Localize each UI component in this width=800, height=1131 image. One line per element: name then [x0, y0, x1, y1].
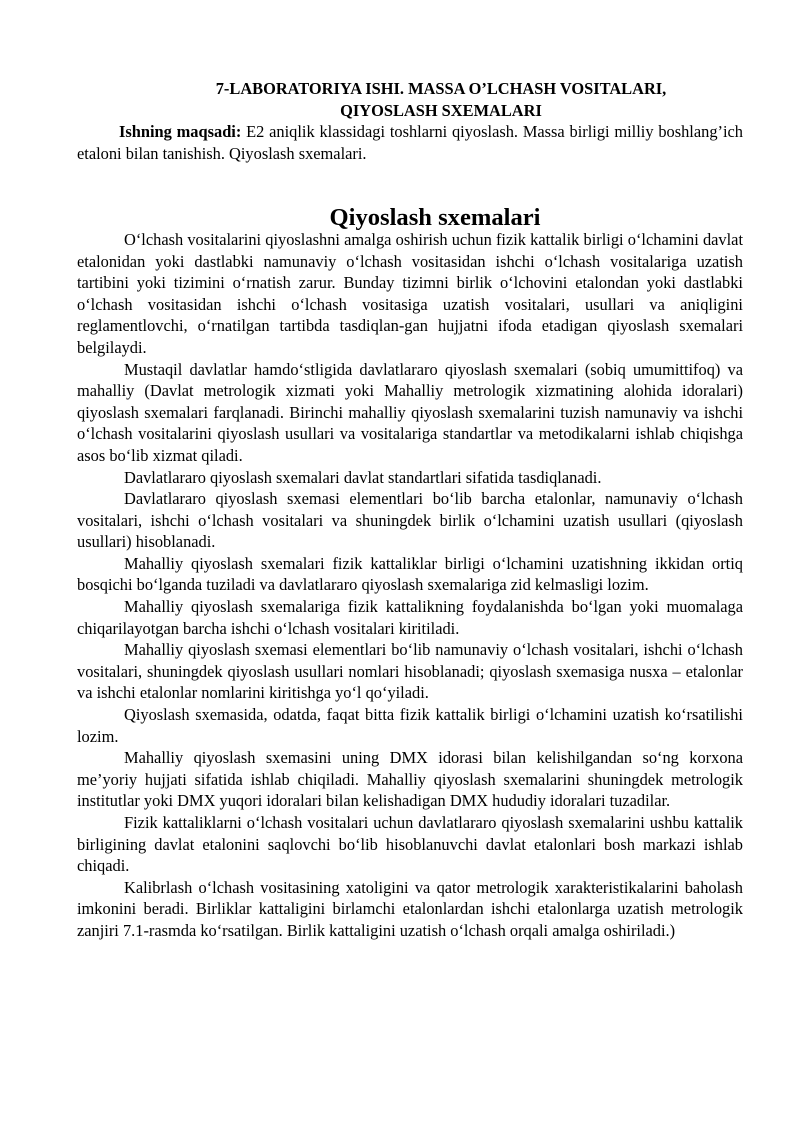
title-line-2: QIYOSLASH SXEMALARI	[340, 100, 542, 120]
body-text	[77, 229, 743, 942]
document-page	[77, 78, 743, 942]
paragraph: Mahalliy qiyoslash sxemalari fizik kattaliklar birligi o‘lchamini uzatishning ikkidan ortiq bosqichi bo‘lganda tuziladi va davlatlararo qiyoslash sxemalariga zid kelmasligi lozim.	[77, 553, 743, 595]
paragraph: Fizik kattaliklarni o‘lchash vositalari uchun davlatlararo qiyoslash sxemalarini ushbu kattalik birligining davlat etalonini saqlovchi bo‘lib hisoblanuvchi davlat etalonlari bosh markazi ishlab chiqadi.	[77, 813, 743, 876]
paragraph: Davlatlararo qiyoslash sxemalari davlat standartlari sifatida tasdiqlanadi.	[124, 467, 602, 487]
paragraph: Mustaqil davlatlar hamdo‘stligida davlatlararo qiyoslash sxemalari (sobiq umumittifoq) va mahalliy (Davlat metrologik xizmati yoki Mahalliy metrologik xizmatining alohida idoralari) qiyoslash sxemalari farqlanadi. Birinchi mahalliy qiyoslash sxemalarini tuzish namunaviy va ishchi o‘lchash vositalarini qiyoslash usullari va vositalariga standartlar va metodikalarni ishlab chiqishga asos bo‘lib xizmat qiladi.	[77, 359, 743, 465]
goal-label: Ishning maqsadi:	[119, 122, 242, 142]
page-title	[77, 78, 743, 121]
paragraph: Kalibrlash o‘lchash vositasining xatoligini va qator metrologik xarakteristikalarini baholash imkonini beradi. Birliklar kattaligini birlamchi etalonlardan ishchi etalonlarga uzatish metrologik zanjiri 7.1-rasmda ko‘rsatilgan. Birlik kattaligini uzatish o‘lchash orqali amalga oshiriladi.)	[77, 877, 743, 940]
paragraph: Mahalliy qiyoslash sxemasini uning DMX idorasi bilan kelishilgandan so‘ng korxona me’yoriy hujjati sifatida ishlab chiqiladi. Mahalliy qiyoslash sxemalarini shuningdek metrologik institutlar yoki DMX yuqori idoralari bilan kelishadigan DMX hududiy idoralari tuzadilar.	[77, 748, 743, 811]
goal-text: E2 aniqlik klassidagi toshlarni qiyoslash. Massa birligi milliy boshlang’ich etaloni bilan tanishish. Qiyoslash sxemalari.	[77, 122, 743, 163]
title-line-1: 7-LABORATORIYA ISHI. MASSA O’LCHASH VOSITALARI,	[215, 79, 667, 98]
goal-paragraph	[77, 121, 743, 164]
paragraph: O‘lchash vositalarini qiyoslashni amalga oshirish uchun fizik kattalik birligi o‘lchamini davlat etalonidan yoki dastlabki namunaviy o‘lchash vositasidan ishchi o‘lchash vositalariga uzatish tartibini yoki tizimini o‘rnatish zarur. Bunday tizimni birlik o‘lchovini etalondan yoki dastlabki o‘lchash vositasidan ishchi o‘lchash vositasiga uzatish vositalari, usullari va aniqligini reglamentlovchi, o‘rnatilgan tartibda tasdiqlan-gan hujjatni ifoda etadigan qiyoslash sxemalari belgilaydi.	[77, 229, 743, 357]
paragraph: Mahalliy qiyoslash sxemasi elementlari bo‘lib namunaviy o‘lchash vositalari, ishchi o‘lchash vositalari, shuningdek qiyoslash usullari nomlari hisoblanadi; qiyoslash sxemasiga nusxa – etalonlar va ishchi etalonlar nomlarini kiritishga yo‘l qo‘yiladi.	[77, 640, 743, 703]
paragraph: Mahalliy qiyoslash sxemalariga fizik kattalikning foydalanishda bo‘lgan yoki muomalaga chiqarilayotgan barcha ishchi o‘lchash vositalari kiritiladi.	[77, 597, 743, 638]
paragraph: Qiyoslash sxemasida, odatda, faqat bitta fizik kattalik birligi o‘lchamini uzatish ko‘rsatilishi lozim.	[77, 705, 743, 746]
section-heading: Qiyoslash sxemalari	[329, 204, 541, 232]
paragraph: Davlatlararo qiyoslash sxemasi elementlari bo‘lib barcha etalonlar, namunaviy o‘lchash vositalari, ishchi o‘lchash vositalari va shuningdek birlik o‘lchamini uzatish usullari (qiyoslash usullari) hisoblanadi.	[77, 489, 743, 552]
